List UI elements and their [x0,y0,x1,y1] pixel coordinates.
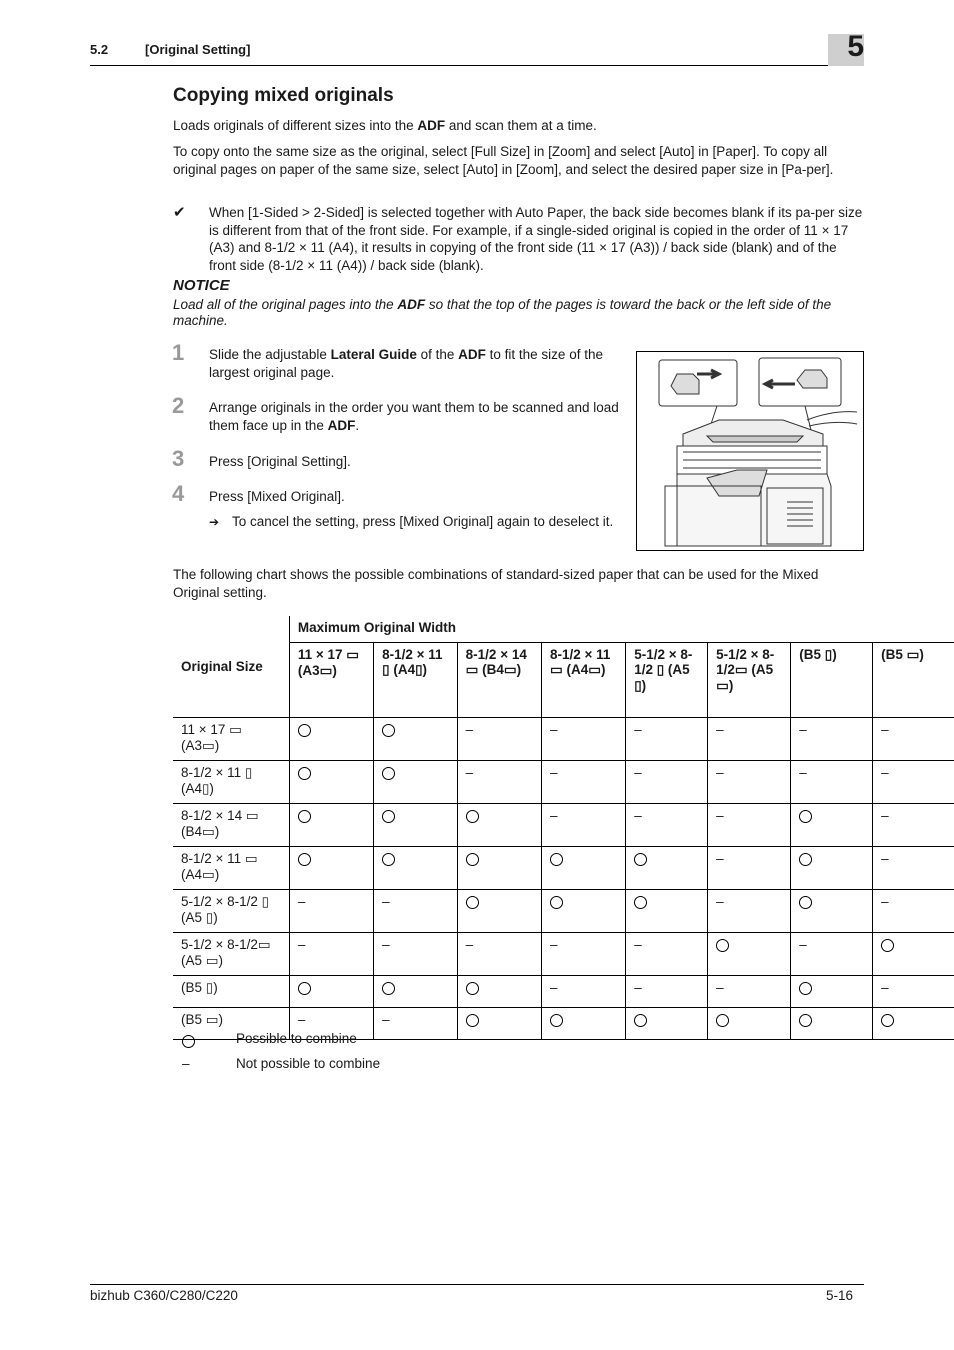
dash-mark: – [382,894,390,909]
table-cell [374,1008,458,1040]
dash-mark: – [799,765,807,780]
table-row [173,890,954,933]
circle-icon [550,1014,563,1027]
arrow-icon: ➔ [209,515,220,529]
table-column-header: 5-1/2 × 8-1/2 ▯ (A5 ▯) [626,643,708,718]
circle-icon [799,982,812,995]
circle-icon [634,896,647,909]
footer-page-number: 5-16 [826,1288,854,1303]
table-cell [873,847,954,890]
table-cell [374,976,458,1008]
dash-mark: – [716,894,724,909]
circle-icon [382,810,395,823]
table-row-label: (B5 ▯) [173,976,289,1008]
table-cell [626,1008,708,1040]
step-number: 2 [172,393,185,418]
table-cell [541,804,625,847]
table-cell [289,933,373,976]
table-cell [626,976,708,1008]
circle-icon [799,810,812,823]
table-column-header: 8-1/2 × 11 ▯ (A4▯) [374,643,458,718]
dash-mark: – [716,980,724,995]
table-cell [626,890,708,933]
dash-mark: – [716,808,724,823]
dash-mark: – [716,722,724,737]
table-cell [873,976,954,1008]
legend-possible: Possible to combine [236,1031,357,1046]
circle-icon [298,810,311,823]
table-cell [289,804,373,847]
footer-rule [90,1284,864,1285]
table-cell [626,804,708,847]
table-cell [541,718,625,761]
table-cell [626,933,708,976]
table-cell [289,761,373,804]
table-cell [791,890,873,933]
circle-icon [298,767,311,780]
dash-mark: – [716,765,724,780]
table-column-header: 8-1/2 × 14 ▭ (B4▭) [457,643,541,718]
step-number: 3 [172,446,185,471]
circle-icon [716,1014,729,1027]
table-cell [374,804,458,847]
mixed-original-table [173,616,954,1040]
table-cell [873,933,954,976]
table-cell [708,890,791,933]
table-header-row [173,616,954,643]
table-cell [374,847,458,890]
legend-not-possible: Not possible to combine [236,1056,381,1071]
circle-icon [298,853,311,866]
table-row-label: 11 × 17 ▭ (A3▭) [173,718,289,761]
dash-mark: – [881,980,889,995]
table-cell [791,761,873,804]
circle-icon [382,724,395,737]
table-cell [457,1008,541,1040]
dash-mark: – [634,937,642,952]
table-column-header: (B5 ▯) [791,643,873,718]
circle-icon [466,853,479,866]
table-cell [289,976,373,1008]
step-text: Press [Mixed Original]. [209,489,345,504]
adf-illustration [636,351,864,551]
table-row-label: 5-1/2 × 8-1/2 ▯ (A5 ▯) [173,890,289,933]
table-row-label: 8-1/2 × 14 ▭ (B4▭) [173,804,289,847]
table-cell [873,718,954,761]
table-cell [873,890,954,933]
table-cell [457,890,541,933]
table-cell [289,847,373,890]
table-cell [708,804,791,847]
circle-icon [466,982,479,995]
table-cell [541,933,625,976]
table-cell [791,804,873,847]
table-column-header: 5-1/2 × 8-1/2▭ (A5 ▭) [708,643,791,718]
dash-mark: – [881,765,889,780]
table-cell [541,847,625,890]
table-cell [457,847,541,890]
table-cell [457,804,541,847]
notice-text: Load all of the original pages into the ADF so that the top of the pages is toward the back or the left side of the machine. [173,297,832,328]
table-cell [541,761,625,804]
table-cell [289,718,373,761]
table-cell [791,976,873,1008]
table-row [173,933,954,976]
step-text: Arrange originals in the order you want them to be scanned and load them face up in the ADF. [209,400,619,433]
circle-icon [634,853,647,866]
table-cell [791,1008,873,1040]
chapter-number: 5 [847,30,864,63]
circle-icon [182,1035,195,1048]
table-cell [708,761,791,804]
dash-mark: – [549,808,558,823]
intro-paragraph-2: To copy onto the same size as the original, select [Full Size] in [Zoom] and select [Auto] in [Paper]. To copy all original pages on paper of the same size, select [Auto] in [Zoom], and select the desired paper size in [Pa-per]. [173,144,834,177]
table-cell [457,933,541,976]
circle-icon [466,1014,479,1027]
dash-mark: – [465,722,474,737]
dash-mark: – [881,722,889,737]
table-cell [374,761,458,804]
table-cell [873,761,954,804]
table-cell [791,718,873,761]
intro-paragraph-1: Loads originals of different sizes into the ADF and scan them at a time. [173,118,597,133]
circle-icon [466,896,479,909]
dash-mark: – [634,722,642,737]
header-rule [90,65,864,66]
table-row [173,976,954,1008]
table-corner-header: Original Size [173,616,289,718]
table-cell [708,933,791,976]
circle-icon [550,853,563,866]
notice-title: NOTICE [173,277,230,294]
table-row-label: 8-1/2 × 11 ▭ (A4▭) [173,847,289,890]
footer-model: bizhub C360/C280/C220 [90,1288,238,1303]
page-heading: Copying mixed originals [173,85,394,106]
table-cell [374,933,458,976]
circle-icon [799,896,812,909]
table-cell [708,718,791,761]
dash-mark: – [634,808,642,823]
dash-mark: – [881,894,889,909]
table-cell [289,890,373,933]
table-cell [626,718,708,761]
section-number: 5.2 [90,42,109,57]
table-cell [541,1008,625,1040]
table-cell [708,1008,791,1040]
step-text: Slide the adjustable Lateral Guide of the ADF to fit the size of the largest original page. [209,347,603,380]
table-row-label: 5-1/2 × 8-1/2▭ (A5 ▭) [173,933,289,976]
table-cell [374,890,458,933]
dash-mark: – [799,722,807,737]
circle-icon [881,1014,894,1027]
table-cell [873,804,954,847]
dash-mark: – [465,937,474,952]
circle-icon [298,982,311,995]
table-row-label: 8-1/2 × 11 ▯ (A4▯) [173,761,289,804]
dash-mark: – [382,1012,390,1027]
table-cell [791,847,873,890]
circle-icon [382,767,395,780]
dash-mark: – [549,722,558,737]
table-cell [708,847,791,890]
table-row-label: (B5 ▭) [173,1008,289,1040]
table-cell [873,1008,954,1040]
table-cell [457,761,541,804]
copier-drawing [637,352,863,550]
table-cell [791,933,873,976]
section-title: [Original Setting] [145,42,251,57]
table-cell [457,976,541,1008]
table-column-header: (B5 ▭) [873,643,954,718]
circle-icon [550,896,563,909]
table-row [173,804,954,847]
dash-mark: – [881,808,889,823]
circle-icon [799,1014,812,1027]
table-cell [626,761,708,804]
table-cell [457,718,541,761]
table-cell [626,847,708,890]
table-row [173,718,954,761]
dash-mark: – [382,937,390,952]
dash-mark: – [297,894,306,909]
dash-mark: – [465,765,474,780]
dash-mark: – [549,765,558,780]
table-column-header: 11 × 17 ▭ (A3▭) [289,643,373,718]
dash-mark: – [549,937,558,952]
check-icon: ✔ [173,204,186,221]
table-column-header: 8-1/2 × 11 ▭ (A4▭) [541,643,625,718]
circle-icon [799,853,812,866]
dash-mark: – [297,937,306,952]
table-cell [708,976,791,1008]
dash-mark: – [716,851,724,866]
dash-mark: – [634,765,642,780]
dash-mark: – [799,937,807,952]
check-note: When [1-Sided > 2-Sided] is selected together with Auto Paper, the back side becomes blank if its pa-per size is different from that of the front side. For example, if a single-sided original is copied in the order of 11 × 17 (A3) and 8-1/2 × 11 (A4), it results in copying of the front side (11 × 17 (A3)) / back side (blank) and of the front side (8-1/2 × 11 (A4)) / back side (blank). [209,205,863,273]
table-header-row [173,643,954,718]
substep-text: To cancel the setting, press [Mixed Original] again to deselect it. [232,514,614,529]
step-number: 4 [172,481,185,506]
table-cell [541,890,625,933]
circle-icon [298,724,311,737]
table-cell [374,718,458,761]
circle-icon [634,1014,647,1027]
step-number: 1 [172,340,185,365]
dash-mark: – [297,1012,306,1027]
table-cell [541,976,625,1008]
table-group-header: Maximum Original Width [289,616,954,643]
circle-icon [881,939,894,952]
dash-mark: – [881,851,889,866]
chart-intro: The following chart shows the possible combinations of standard-sized paper that can be used for the Mixed Original setting. [173,567,819,600]
dash-mark: – [549,980,558,995]
circle-icon [382,982,395,995]
dash-mark: – [634,980,642,995]
circle-icon [382,853,395,866]
circle-icon [466,810,479,823]
legend-dash: – [182,1056,190,1071]
table-row [173,761,954,804]
step-text: Press [Original Setting]. [209,454,351,469]
table-row [173,847,954,890]
circle-icon [716,939,729,952]
